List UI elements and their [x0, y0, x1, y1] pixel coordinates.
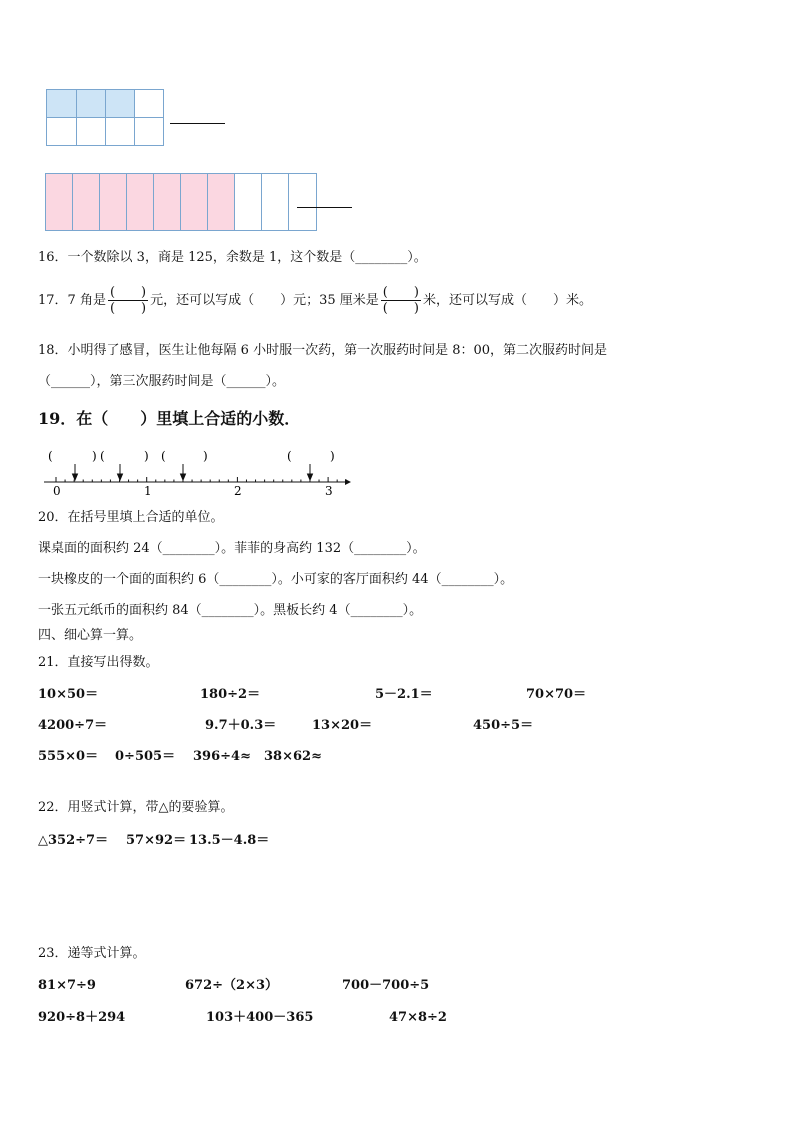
bracket-1[interactable]: (: [48, 449, 53, 463]
strip-cell: [127, 174, 154, 231]
grid-cell: [77, 118, 106, 146]
q23-item: 47×8÷2: [389, 1010, 447, 1025]
strip-cell: [208, 174, 235, 231]
frac-numerator[interactable]: ( ): [382, 285, 419, 300]
question-20: 20．在括号里填上合适的单位。: [38, 510, 224, 525]
strip-cell: [46, 174, 73, 231]
q23-item: 103＋400－365: [206, 1010, 314, 1025]
question-23: 23．递等式计算。: [38, 946, 146, 961]
question-17: [38, 283, 592, 319]
q22-item: 57×92＝: [126, 833, 187, 848]
pink-fraction-strip: [45, 173, 317, 231]
q22-item: 13.5－4.8＝: [189, 833, 270, 848]
q21-item: 9.7＋0.3＝: [205, 718, 277, 733]
q21-item: 450÷5＝: [473, 718, 534, 733]
grid-cell: [77, 90, 106, 118]
question-20-line-1: 课桌面的面积约 24（________）。菲菲的身高约 132（________）。: [38, 541, 426, 556]
strip-cell: [154, 174, 181, 231]
q17-suffix: 米，还可以写成（ ）米。: [422, 293, 592, 308]
q22-item: △352÷7＝: [38, 833, 109, 848]
question-18-line-1: 18．小明得了感冒，医生让他每隔 6 小时服一次药，第一次服药时间是 8：00，第二次服药时间是: [38, 343, 608, 358]
bracket-2[interactable]: (: [100, 449, 105, 463]
q21-item: 38×62≈: [264, 749, 322, 764]
number-line: [40, 445, 360, 495]
question-19: 19．在（ ）里填上合适的小数．: [38, 409, 301, 428]
q23-item: 920÷8＋294: [38, 1010, 126, 1025]
q21-item: 70×70＝: [526, 687, 587, 702]
q21-item: 4200÷7＝: [38, 718, 108, 733]
frac-denominator[interactable]: ( ): [109, 301, 147, 316]
q21-item: 10×50＝: [38, 687, 99, 702]
section-4-heading: 四、细心算一算。: [38, 628, 143, 643]
q21-item: 0÷505＝: [115, 749, 176, 764]
q21-item: 13×20＝: [312, 718, 373, 733]
q17-mid: 元，还可以写成（ ）元；35 厘米是: [150, 293, 379, 308]
q23-item: 700－700÷5: [342, 978, 430, 993]
question-20-line-2: 一块橡皮的一个面的面积约 6（________）。小可家的客厅面积约 44（________）。: [38, 572, 514, 587]
tick-label-2: 2: [234, 484, 242, 495]
q17-fraction-1: [108, 285, 148, 316]
axis-ticks: [56, 477, 346, 482]
grid-cell: [106, 90, 135, 118]
bracket-1-close: ): [92, 449, 97, 463]
blue-grid-answer-line[interactable]: [170, 123, 225, 124]
strip-cell: [262, 174, 289, 231]
tick-label-3: 3: [325, 484, 333, 495]
pink-strip-answer-line[interactable]: [297, 207, 352, 208]
q21-item: 555×0＝: [38, 749, 99, 764]
question-18-line-2: （______），第三次服药时间是（______）。: [38, 374, 286, 389]
grid-cell: [135, 90, 164, 118]
strip-cell: [181, 174, 208, 231]
q23-item: 672÷（2×3）: [185, 978, 279, 993]
question-20-line-3: 一张五元纸币的面积约 84（________）。黑板长约 4（________）。: [38, 603, 423, 618]
bracket-4-close: ): [330, 449, 335, 463]
q17-prefix: 17．7 角是: [38, 293, 106, 308]
tick-label-1: 1: [144, 484, 152, 495]
q17-fraction-2: [381, 285, 421, 316]
frac-numerator[interactable]: ( ): [109, 285, 147, 300]
q21-item: 180÷2＝: [200, 687, 261, 702]
down-arrows: [73, 464, 313, 480]
strip-cell: [235, 174, 262, 231]
grid-cell: [135, 118, 164, 146]
bracket-2-close: ): [144, 449, 149, 463]
blue-fraction-grid: [46, 89, 164, 146]
tick-label-0: 0: [53, 484, 61, 495]
strip-cell: [73, 174, 100, 231]
grid-cell: [47, 90, 77, 118]
bracket-3[interactable]: (: [161, 449, 166, 463]
grid-cell: [106, 118, 135, 146]
bracket-4[interactable]: (: [287, 449, 292, 463]
question-22: 22．用竖式计算，带△的要验算。: [38, 800, 234, 815]
grid-cell: [47, 118, 77, 146]
question-21: 21．直接写出得数。: [38, 655, 159, 670]
q21-item: 5－2.1＝: [375, 687, 433, 702]
frac-denominator[interactable]: ( ): [382, 301, 419, 316]
q23-item: 81×7÷9: [38, 978, 96, 993]
strip-cell: [289, 174, 317, 231]
bracket-3-close: ): [203, 449, 208, 463]
strip-cell: [100, 174, 127, 231]
question-16: 16．一个数除以 3，商是 125，余数是 1，这个数是（________）。: [38, 250, 427, 265]
q21-item: 396÷4≈: [193, 749, 251, 764]
